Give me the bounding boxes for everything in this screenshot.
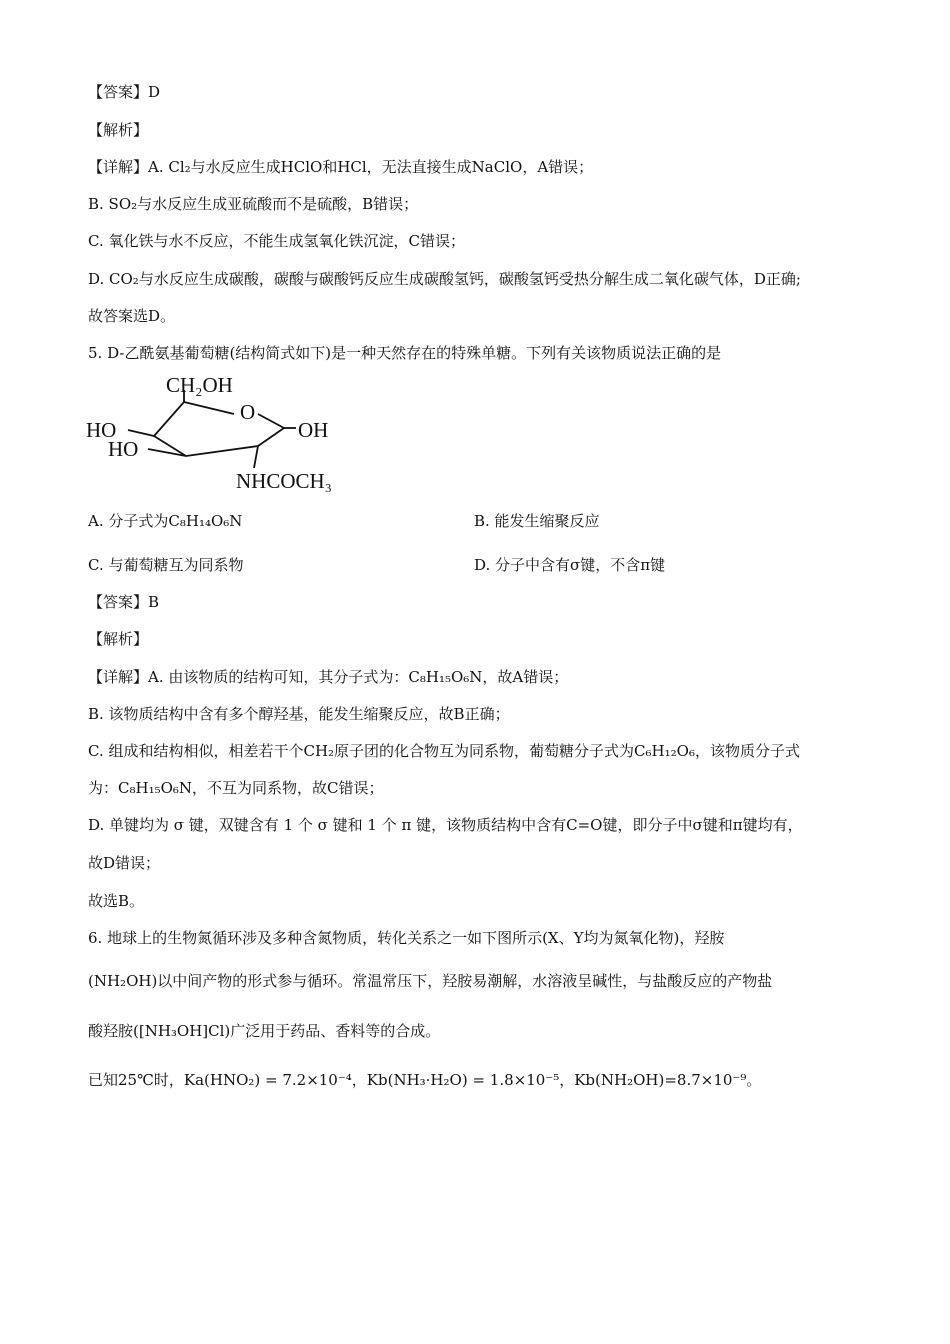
ring-bond [258,414,284,428]
answer-tag: 【答案】 [88,593,149,611]
answer-value: B [148,593,160,611]
analysis-tag: 【解析】 [88,630,149,648]
substituent-bond [128,430,154,436]
detail-line-a: 【详解】A. Cl₂与水反应生成HClO和HCl，无法直接生成NaClO，A错误； [88,158,594,176]
structure-diagram [86,370,366,500]
analysis-tag: 【解析】 [88,121,149,139]
answer-line [88,82,160,102]
ring-bond [186,446,258,456]
answer-line [88,592,159,612]
ring-bond [184,402,234,414]
q6-line-2: (NH₂OH)以中间产物的形式参与循环。常温常压下，羟胺易潮解，水溶液呈碱性，与盐酸反应的产物盐 [88,972,773,990]
answer-tag: 【答案】 [88,83,149,101]
substituent-bond [254,446,258,468]
detail-line-c: C. 氧化铁与水不反应，不能生成氢氧化铁沉淀，C错误； [88,232,465,250]
option-b: B. 能发生缩聚反应 [474,512,600,530]
q6-line-3: 酸羟胺([NH₃OH]Cl)广泛用于药品、香料等的合成。 [88,1022,441,1040]
detail-line-d: D. CO₂与水反应生成碳酸，碳酸与碳酸钙反应生成碳酸氢钙，碳酸氢钙受热分解生成二氧化碳气体，D正确; [88,270,801,288]
label-ring-o: O [240,400,256,424]
detail-tag: 【详解】 [88,668,149,686]
ring-bond [258,428,284,446]
label-ho-lower: HO [108,437,139,461]
answer-value: D [148,83,161,101]
detail-line-b: B. 该物质结构中含有多个醇羟基，能发生缩聚反应，故B正确； [88,705,510,723]
ring-bond [154,402,184,436]
label-ch2oh: CH₂OH [166,373,233,397]
label-nhcoch3: NHCOCH₃ [236,469,332,493]
detail-line-c2: 为：C₈H₁₅O₆N，不互为同系物，故C错误； [88,779,384,797]
conclusion: 故答案选D。 [88,307,176,325]
detail-line-d2: 故D错误； [88,854,161,872]
q6-line-4: 已知25℃时，Ka(HNO₂) = 7.2×10⁻⁴，Kb(NH₃·H₂O) = 1.8×10⁻⁵，Kb(NH₂OH)=8.7×10⁻⁹。 [88,1071,762,1089]
detail-tag: 【详解】 [88,158,149,176]
option-d: D. 分子中含有σ键，不含π键 [474,556,666,574]
detail-line-d1: D. 单键均为 σ 键，双键含有 1 个 σ 键和 1 个 π 键，该物质结构中含有C=O键，即分子中σ键和π键均有， [88,816,803,834]
q6-line-1: 6. 地球上的生物氮循环涉及多种含氮物质，转化关系之一如下图所示(X、Y均为氮氧化物)，羟胺 [88,929,725,947]
detail-line-a: 【详解】A. 由该物质的结构可知，其分子式为：C₈H₁₅O₆N，故A错误； [88,668,569,686]
option-a: A. 分子式为C₈H₁₄O₆N [88,512,243,530]
label-ho-left: HO [86,418,117,442]
detail-line-c1: C. 组成和结构相似，相差若干个CH₂原子团的化合物互为同系物，葡萄糖分子式为C₆H₁₂O₆，该物质分子式 [88,742,800,760]
conclusion: 故选B。 [88,892,145,910]
detail-line-b: B. SO₂与水反应生成亚硫酸而不是硫酸，B错误； [88,195,419,213]
label-oh-right: OH [298,418,329,442]
question-stem: 5. D-乙酰氨基葡萄糖(结构简式如下)是一种天然存在的特殊单糖。下列有关该物质说法正确的是 [88,344,722,362]
option-c: C. 与葡萄糖互为同系物 [88,556,244,574]
